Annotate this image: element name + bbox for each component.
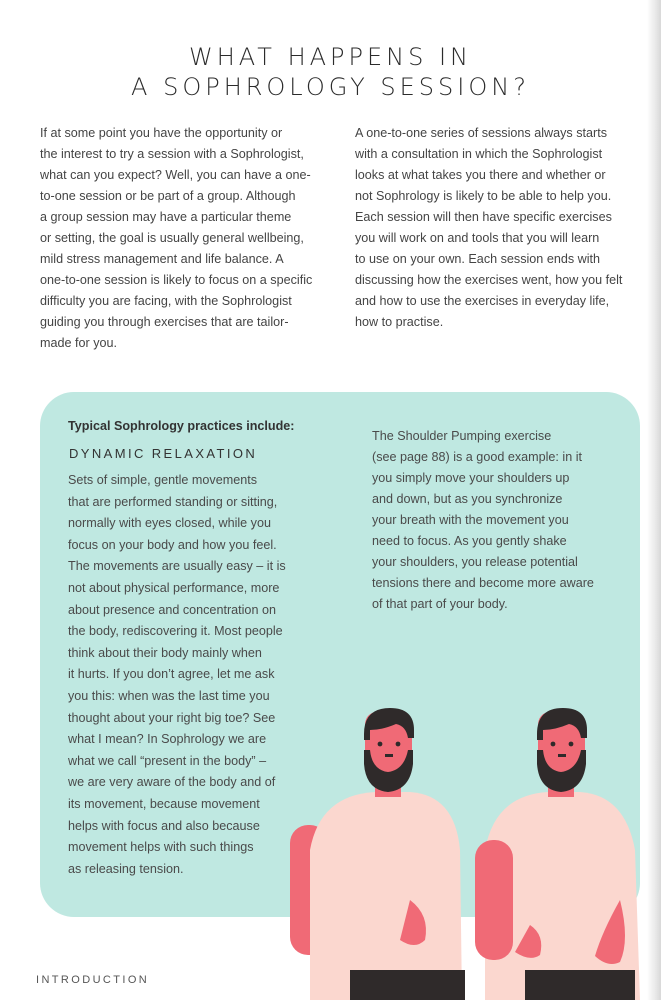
text-line: (see page 88) is a good example: in it: [372, 450, 583, 464]
text-line: The Shoulder Pumping exercise: [372, 429, 552, 443]
text-line: and down, but as you synchronize: [372, 492, 563, 506]
box-right-text: [372, 426, 594, 615]
title-line-1: WHAT HAPPENS IN: [188, 43, 473, 71]
text-line: A one-to-one series of sessions always starts: [355, 126, 607, 140]
text-line: mild stress management and life balance. A: [40, 252, 284, 266]
text-line: what can you expect? Well, you can have a one-: [40, 168, 311, 182]
text-line: the body, rediscovering it. Most people: [68, 624, 283, 639]
text-line: looks at what takes you there and whether or: [355, 168, 606, 182]
text-line: movement helps with such things: [68, 840, 254, 855]
text-line: helps with focus and also because: [68, 818, 260, 833]
text-line: about presence and concentration on: [68, 602, 276, 617]
text-line: need to focus. As you gently shake: [372, 534, 567, 548]
text-line: your breath with the movement you: [372, 513, 569, 527]
text-line: what I mean? In Sophrology we are: [68, 732, 267, 747]
text-line: you will work on and tools that you will learn: [355, 231, 600, 245]
text-line: to-one session or be part of a group. Although: [40, 189, 296, 203]
text-line: not about physical performance, more: [68, 580, 280, 595]
text-line: with a consultation in which the Sophrologist: [355, 147, 603, 161]
text-line: and how to use the exercises in everyday life,: [355, 294, 610, 308]
text-line: difficulty you are facing, with the Sophrologist: [40, 294, 292, 308]
text-line: Sets of simple, gentle movements: [68, 473, 257, 487]
text-line: guiding you through exercises that are tailor-: [40, 315, 289, 329]
text-line: If at some point you have the opportunity or: [40, 126, 283, 140]
text-line: to use on your own. Each session ends with: [355, 252, 601, 266]
text-line: or setting, the goal is usually general wellbeing,: [40, 231, 304, 245]
left-column: [40, 123, 320, 354]
text-line: it hurts. If you don’t agree, let me ask: [68, 667, 275, 682]
text-line: one-to-one session is likely to focus on a specific: [40, 273, 313, 287]
illustration: [290, 700, 661, 1000]
footer-section-label: INTRODUCTION: [36, 974, 150, 986]
text-line: a group session may have a particular theme: [40, 210, 292, 224]
title-line-2: A SOPHROLOGY SESSION?: [131, 73, 530, 101]
text-line: you this: when was the last time you: [68, 688, 270, 703]
text-line: your shoulders, you release potential: [372, 555, 578, 569]
text-line: The movements are usually easy – it is: [68, 559, 286, 574]
right-column: [355, 123, 635, 333]
text-line: thought about your right big toe? See: [68, 710, 276, 725]
section-heading: DYNAMIC RELAXATION: [69, 446, 258, 461]
text-line: of that part of your body.: [372, 597, 508, 611]
text-line: Each session will then have specific exercises: [355, 210, 612, 224]
text-line: think about their body mainly when: [68, 645, 262, 660]
text-line: the interest to try a session with a Sophrologist,: [40, 147, 304, 161]
text-line: made for you.: [40, 336, 118, 350]
page-title: [0, 42, 661, 102]
text-line: you simply move your shoulders up: [372, 471, 570, 485]
text-line: that are performed standing or sitting,: [68, 494, 278, 509]
text-line: normally with eyes closed, while you: [68, 516, 271, 531]
text-line: what we call “present in the body” –: [68, 753, 267, 768]
text-line: we are very aware of the body and of: [68, 775, 276, 790]
man-illustration-left-icon: [290, 708, 465, 1000]
text-line: as releasing tension.: [68, 861, 184, 876]
text-line: tensions there and become more aware: [372, 576, 594, 590]
text-line: not Sophrology is likely to be able to help you.: [355, 189, 612, 203]
text-line: how to practise.: [355, 315, 444, 329]
man-illustration-right-icon: [475, 708, 640, 1000]
box-left-text: [68, 470, 286, 880]
text-line: discussing how the exercises went, how you felt: [355, 273, 623, 287]
text-line: its movement, because movement: [68, 796, 260, 811]
text-line: focus on your body and how you feel.: [68, 537, 277, 552]
box-subheading: Typical Sophrology practices include:: [68, 419, 295, 433]
